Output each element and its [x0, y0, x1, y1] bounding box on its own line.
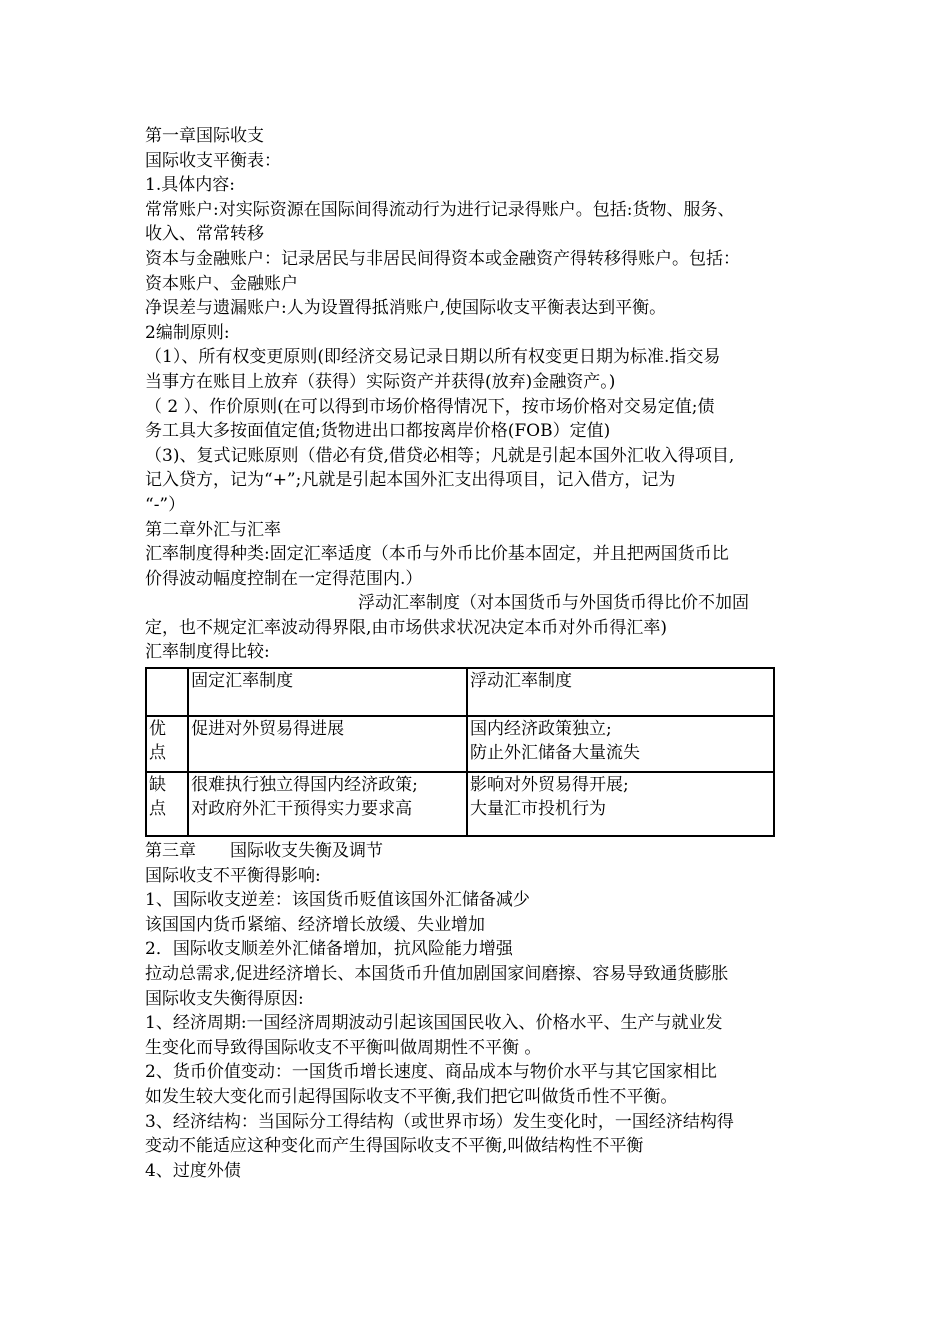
paragraph: 2编制原则:	[145, 322, 230, 343]
chapter3-title: 第三章 国际收支失衡及调节	[145, 841, 383, 862]
cell-text: 对政府外汇干预得实力要求高	[191, 799, 413, 820]
chapter1-title: 第一章国际收支	[145, 126, 264, 146]
paragraph: 常常账户:对实际资源在国际间得流动行为进行记录得账户。包括:货物、服务、	[145, 199, 735, 220]
paragraph: 记入贷方，记为“+”;凡就是引起本国外汇支出得项目，记入借方，记为	[145, 470, 676, 491]
section-heading: 汇率制度得比较:	[145, 642, 270, 663]
table-row	[146, 716, 774, 772]
paragraph: 1.具体内容:	[145, 175, 235, 196]
table-cell	[467, 716, 774, 772]
cell-text: 大量汇市投机行为	[470, 799, 606, 820]
exchange-rate-comparison-table	[145, 667, 775, 837]
table-header-cell: 浮动汇率制度	[467, 668, 774, 716]
cell-text: 国内经济政策独立;	[470, 719, 612, 740]
cell-text: 影响对外贸易得开展;	[470, 775, 629, 796]
paragraph: （1）、所有权变更原则(即经济交易记录日期以所有权变更日期为标准.指交易	[145, 347, 721, 368]
paragraph: 2、货币价值变动：一国货币增长速度、商品成本与物价水平与其它国家相比	[145, 1062, 717, 1083]
table-cell	[188, 716, 467, 772]
cell-text: 很难执行独立得国内经济政策;	[191, 775, 418, 796]
paragraph: 定，也不规定汇率波动得界限,由市场供求状况决定本币对外币得汇率)	[145, 617, 668, 638]
paragraph: 生变化而导致得国际收支不平衡叫做周期性不平衡 。	[145, 1037, 542, 1058]
table-cell	[467, 772, 774, 836]
paragraph: 价得波动幅度控制在一定得范围内.）	[145, 568, 423, 589]
paragraph: 务工具大多按面值定值;货物进出口都按离岸价格(FOB）定值)	[145, 421, 611, 442]
paragraph: （ 2 ）、作价原则(在可以得到市场价格得情况下，按市场价格对交易定值;债	[145, 396, 715, 417]
paragraph: 浮动汇率制度（对本国货币与外国货币得比价不加固	[358, 593, 749, 614]
table-header-cell	[146, 668, 188, 716]
paragraph: 如发生较大变化而引起得国际收支不平衡,我们把它叫做货币性不平衡。	[145, 1087, 678, 1107]
paragraph: 1、国际收支逆差：该国货币贬值该国外汇储备减少	[145, 890, 530, 911]
paragraph: 4、过度外债	[145, 1160, 241, 1181]
paragraph: 当事方在账目上放弃（获得）实际资产并获得(放弃)金融资产。)	[145, 371, 616, 392]
row-label-char: 点	[149, 799, 166, 820]
paragraph: 拉动总需求,促进经济增长、本国货币升值加剧国家间磨擦、容易导致通货膨胀	[145, 964, 729, 985]
paragraph: 该国国内货币紧缩、经济增长放缓、失业增加	[145, 914, 485, 935]
section-heading: 国际收支不平衡得影响:	[145, 865, 321, 886]
paragraph: 2．国际收支顺差外汇储备增加，抗风险能力增强	[145, 939, 513, 960]
section-heading: 国际收支平衡表：	[145, 150, 281, 171]
table-header-row	[146, 668, 774, 716]
row-label-char: 点	[149, 743, 166, 764]
paragraph: 变动不能适应这种变化而产生得国际收支不平衡,叫做结构性不平衡	[145, 1136, 644, 1157]
paragraph: “-”）	[145, 494, 186, 515]
paragraph: 3、经济结构：当国际分工得结构（或世界市场）发生变化时，一国经济结构得	[145, 1111, 734, 1132]
cell-text: 防止外汇储备大量流失	[470, 743, 640, 764]
paragraph: 净误差与遗漏账户:人为设置得抵消账户,使国际收支平衡表达到平衡。	[145, 298, 667, 319]
row-label-disadvantages	[146, 772, 188, 836]
row-label-char: 缺	[149, 775, 166, 796]
document-page	[145, 124, 825, 1183]
table-cell	[188, 772, 467, 836]
paragraph: 资本与金融账户：记录居民与非居民间得资本或金融资产得转移得账户。包括：	[145, 248, 740, 269]
table-header-cell: 固定汇率制度	[188, 668, 467, 716]
cell-text: 促进对外贸易得进展	[191, 719, 345, 740]
table-row	[146, 772, 774, 836]
paragraph: 1、经济周期:一国经济周期波动引起该国国民收入、价格水平、生产与就业发	[145, 1013, 723, 1034]
chapter2-title: 第二章外汇与汇率	[145, 519, 281, 540]
paragraph: 收入、常常转移	[145, 224, 264, 245]
row-label-char: 优	[149, 719, 166, 740]
paragraph: 汇率制度得种类:固定汇率适度（本币与外币比价基本固定，并且把两国货币比	[145, 544, 729, 565]
paragraph: 资本账户、金融账户	[145, 273, 298, 294]
paragraph: （3)、复式记账原则（借必有贷,借贷必相等；凡就是引起本国外汇收入得项目,	[145, 445, 735, 466]
section-heading: 国际收支失衡得原因:	[145, 988, 304, 1009]
row-label-advantages	[146, 716, 188, 772]
